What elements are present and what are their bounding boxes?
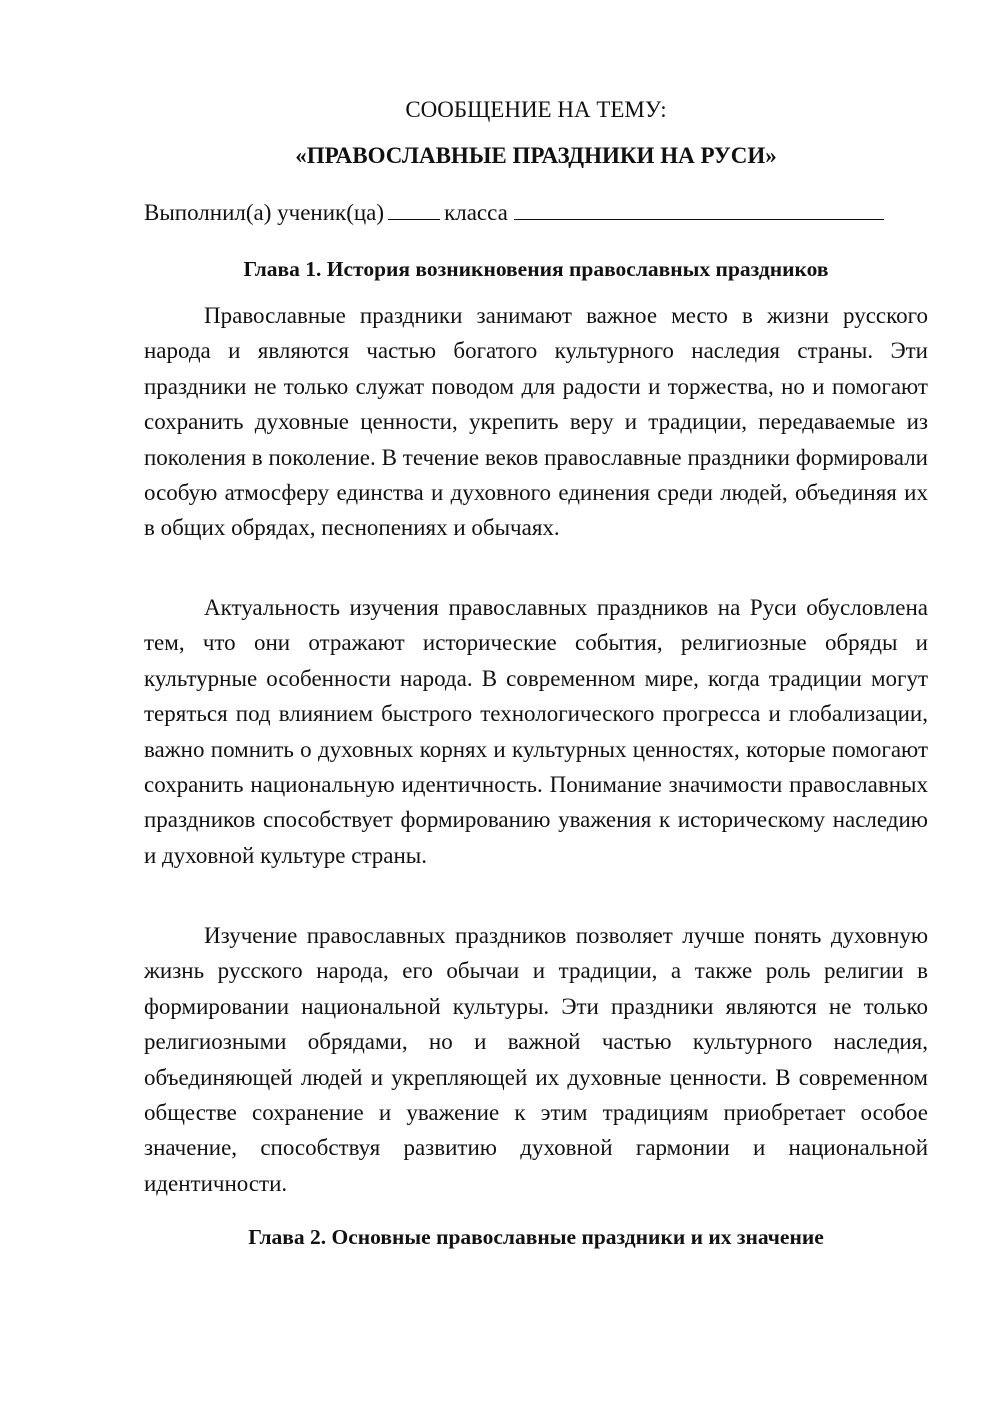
author-prefix: Выполнил(а) ученик(ца) [144,200,385,225]
chapter-1-heading: Глава 1. История возникновения православных праздников [243,257,829,281]
paragraph-1: Православные праздники занимают важное место в жизни русского народа и являются частью богатого культурного наследия страны. Эти праздники не только служат поводом для радости и торжества, но и помогают сохранить духовные ценности, укрепить веру и традиции, передаваемые из поколения в поколение. В течение веков православные праздники формировали особую атмосферу единства и духовного единения среди людей, объединяя их в общих обрядах, песнопениях и обычаях. [144,303,928,541]
chapter-2-heading: Глава 2. Основные православные праздники и их значение [248,1225,824,1249]
name-blank [514,197,884,220]
author-line [144,197,928,228]
author-class-label: класса [444,200,508,225]
paragraph-3: Изучение православных праздников позволяет лучше понять духовную жизнь русского народа, его обычаи и традиции, а также роль религии в формировании национальной культуры. Эти праздники являются не только религиозными обрядами, но и важной частью культурного наследия, объединяющей людей и укрепляющей их духовные ценности. В современном обществе сохранение и уважение к этим традициям приобретает особое значение, способствуя развитию духовной гармонии и национальной идентичности. [144,923,928,1196]
paragraph-2: Актуальность изучения православных праздников на Руси обусловлена тем, что они отражают исторические события, религиозные обряды и культурные особенности народа. В современном мире, когда традиции могут теряться под влиянием быстрого технологического прогресса и глобализации, важно помнить о духовных корнях и культурных ценностях, которые помогают сохранить национальную идентичность. Понимание значимости православных праздников способствует формированию уважения к историческому наследию и духовной культуре страны. [144,595,928,868]
document-title-line2: «ПРАВОСЛАВНЫЕ ПРАЗДНИКИ НА РУСИ» [295,143,777,168]
document-title-line1: СООБЩЕНИЕ НА ТЕМУ: [405,97,667,122]
grade-blank [388,197,440,220]
